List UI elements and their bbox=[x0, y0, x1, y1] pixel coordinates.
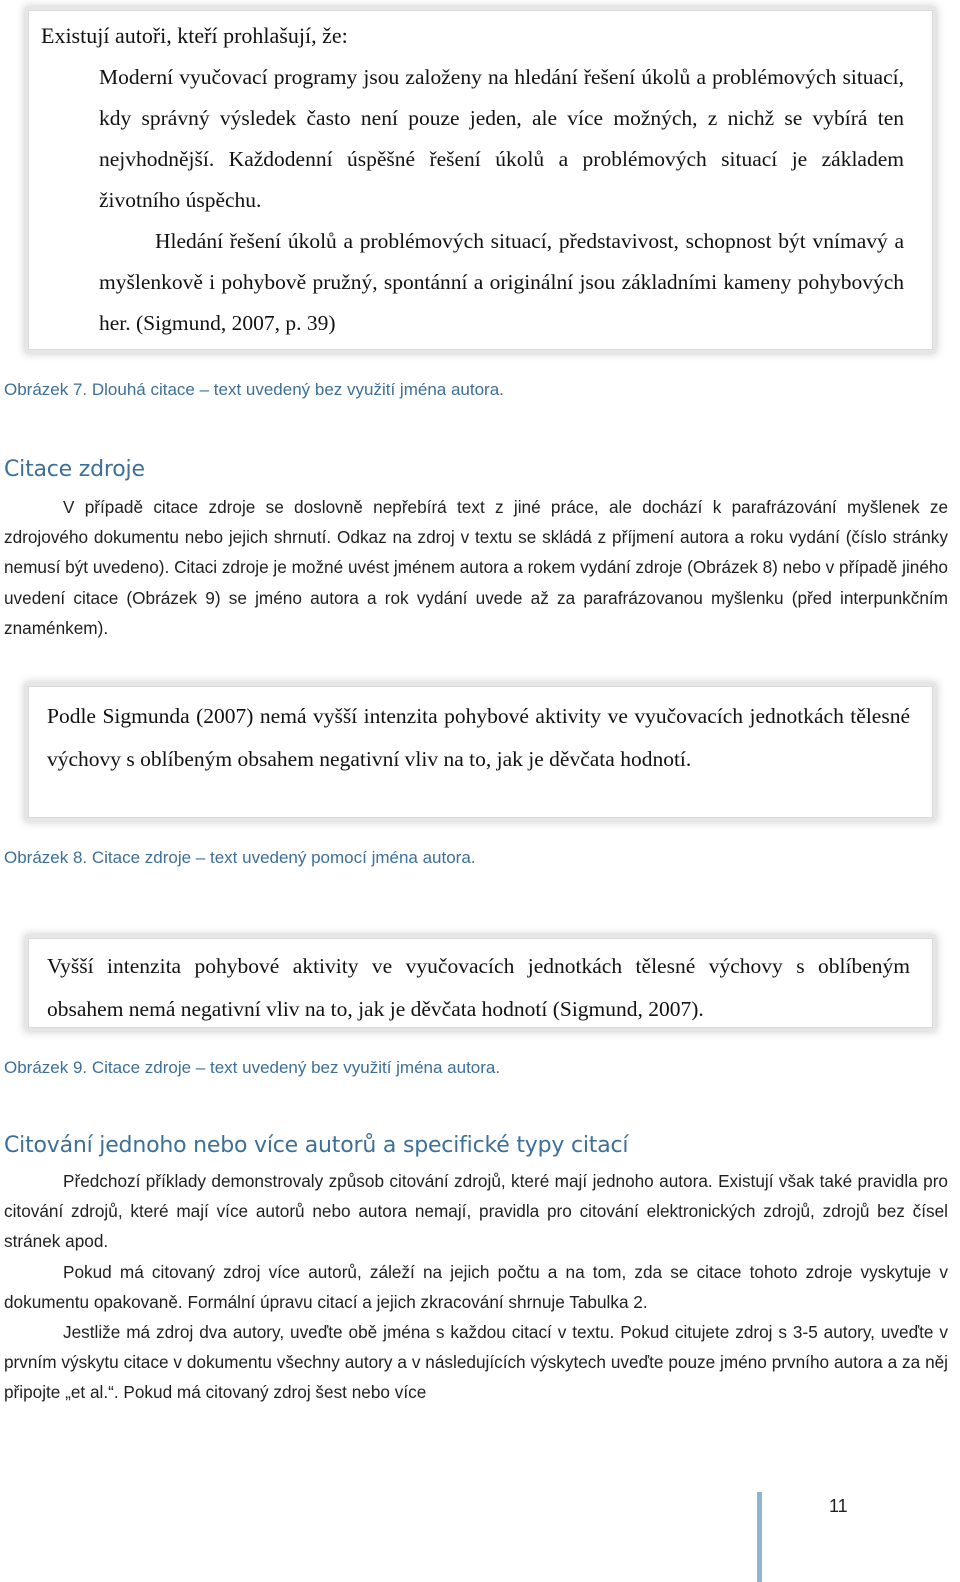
section-2-paragraph-2: Pokud má citovaný zdroj více autorů, záleží na jejich počtu a na tom, zda se citace tohoto zdroje vyskytuje v dokumentu opakovaně. Formální úpravu citací a jejich zkracování shrnuje Tabulka 2. bbox=[4, 1261, 948, 1312]
section-1-paragraph: V případě citace zdroje se doslovně nepřebírá text z jiné práce, ale dochází k parafrázování myšlenek ze zdrojového dokumentu nebo jejich shrnutí. Odkaz na zdroj v textu se skládá z příjmení autora a roku vydání (číslo stránky nemusí být uvedeno). Citaci zdroje je možné uvést jménem autora a rokem vydání zdroje (Obrázek 8) nebo v případě jiného uvedení citace (Obrázek 9) se jméno autora a rok vydání uvede až za parafrázovanou myšlenku (před interpunkčním znaménkem). bbox=[4, 497, 948, 638]
figure-9-caption: Obrázek 9. Citace zdroje – text uvedený bez využití jména autora. bbox=[4, 1058, 501, 1077]
figure-8-caption: Obrázek 8. Citace zdroje – text uvedený pomocí jména autora. bbox=[4, 848, 476, 867]
figure-7-lead: Existují autoři, kteří prohlašují, že: bbox=[41, 23, 348, 48]
section-1-body bbox=[4, 492, 948, 643]
figure-7-quote-paragraph-2 bbox=[99, 221, 904, 344]
page-number: 11 bbox=[829, 1496, 848, 1516]
section-2-body bbox=[4, 1166, 948, 1408]
figure-7-caption: Obrázek 7. Dlouhá citace – text uvedený bez využití jména autora. bbox=[4, 380, 504, 399]
figure-7-block-quote bbox=[99, 57, 904, 344]
section-heading-citovani-autoru: Citování jednoho nebo více autorů a specifické typy citací bbox=[4, 1133, 629, 1158]
figure-7-quote-paragraph-2-text: Hledání řešení úkolů a problémových situací, představivost, schopnost být vnímavý a myšlenkově i pohybově pružný, spontánní a originální jsou základními kameny pohybových her. (Sigmund, 2007, p. 39) bbox=[99, 229, 904, 335]
section-heading-citace-zdroje: Citace zdroje bbox=[4, 457, 145, 482]
figure-9-image bbox=[28, 938, 933, 1028]
figure-9-text: Vyšší intenzita pohybové aktivity ve vyučovacích jednotkách tělesné výchovy s oblíbeným obsahem nemá negativní vliv na to, jak je děvčata hodnotí (Sigmund, 2007). bbox=[47, 954, 910, 1021]
figure-7-image bbox=[28, 10, 933, 350]
section-2-paragraph-1: Předchozí příklady demonstrovaly způsob citování zdrojů, které mají jednoho autora. Existují však také pravidla pro citování zdrojů, které mají více autorů nebo autora nemají, pravidla pro citování elektronických zdrojů, zdrojů bez čísel stránek apod. bbox=[4, 1171, 948, 1252]
figure-8-text: Podle Sigmunda (2007) nemá vyšší intenzita pohybové aktivity ve vyučovacích jednotkách tělesné výchovy s oblíbeným obsahem negativní vliv na to, jak je děvčata hodnotí. bbox=[47, 704, 910, 771]
figure-8-image bbox=[28, 686, 933, 818]
figure-7-quote-paragraph-1: Moderní vyučovací programy jsou založeny na hledání řešení úkolů a problémových situací, kdy správný výsledek často není pouze jeden, ale více možných, z nichž se vybírá ten nejvhodnější. Každodenní úspěšné řešení úkolů a problémových situací je základem životního úspěchu. bbox=[99, 65, 904, 212]
footer-divider bbox=[757, 1492, 762, 1582]
section-2-paragraph-3: Jestliže má zdroj dva autory, uveďte obě jména s každou citací v textu. Pokud citujete zdroj s 3-5 autory, uveďte v prvním výskytu citace v dokumentu všechny autory a v následujících výskytech uveďte pouze jméno prvního autora a za něj připojte „et al.“. Pokud má citovaný zdroj šest nebo více bbox=[4, 1322, 948, 1403]
